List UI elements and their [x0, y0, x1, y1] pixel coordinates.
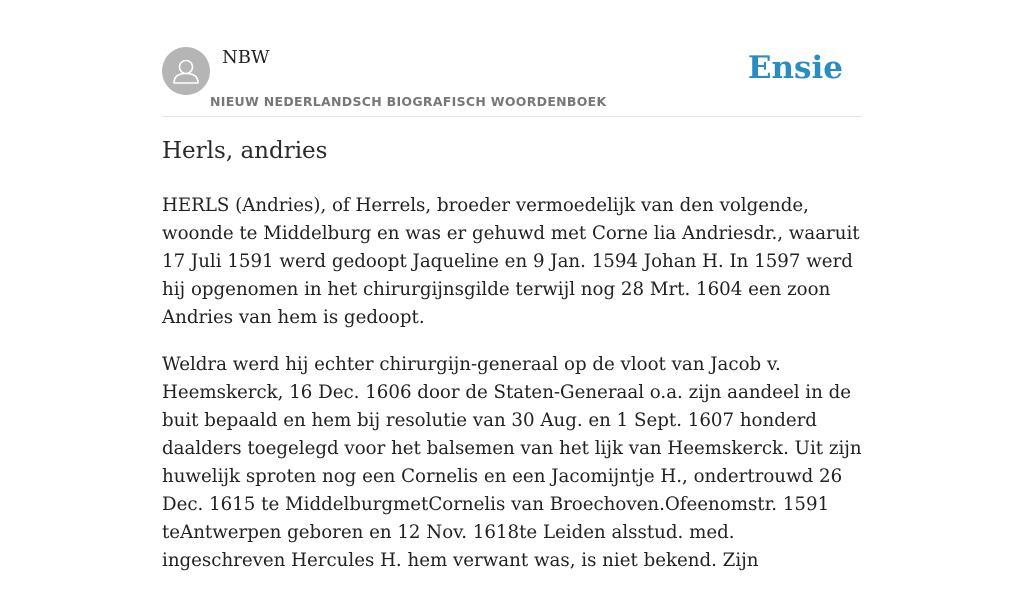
article-body	[162, 192, 862, 594]
article-paragraph: HERLS (Andries), of Herrels, broeder vermoedelijk van den volgende, woonde te Middelburg en was er gehuwd met Corne lia Andriesdr., waaruit 17 Juli 1591 werd gedoopt Jaqueline en 9 Jan. 1594 Johan H. In 1597 werd hij opgenomen in het chirurgijnsgilde terwijl nog 28 Mrt. 1604 een zoon Andries van hem is gedoopt.	[162, 195, 860, 328]
article-title: Herls, andries	[162, 138, 328, 164]
ensie-logo[interactable]: Ensie	[747, 50, 843, 86]
page	[162, 0, 862, 571]
user-avatar-icon[interactable]	[162, 47, 210, 95]
source-subtitle: NIEUW NEDERLANDSCH BIOGRAFISCH WOORDENBOEK	[210, 94, 607, 109]
author-name[interactable]: NBW	[222, 47, 270, 68]
header	[162, 0, 862, 117]
person-icon	[162, 47, 210, 95]
article-paragraph: Weldra werd hij echter chirurgijn-generaal op de vloot van Jacob v. Heemskerck, 16 Dec. 1606 door de Staten-Generaal o.a. zijn aandeel in de buit bepaald en hem bij resolutie van 30 Aug. en 1 Sept. 1607 honderd daalders toegelegd voor het balsemen van het lijk van Heemskerck. Uit zijn huwelijk sproten nog een Cornelis en een Jacomijntje H., ondertrouwd 26 Dec. 1615 te MiddelburgmetCornelis van Broechoven.Ofeenomstr. 1591 teAntwerpen geboren en 12 Nov. 1618te Leiden alsstud. med. ingeschreven Hercules H. hem verwant was, is niet bekend. Zijn	[162, 354, 862, 571]
